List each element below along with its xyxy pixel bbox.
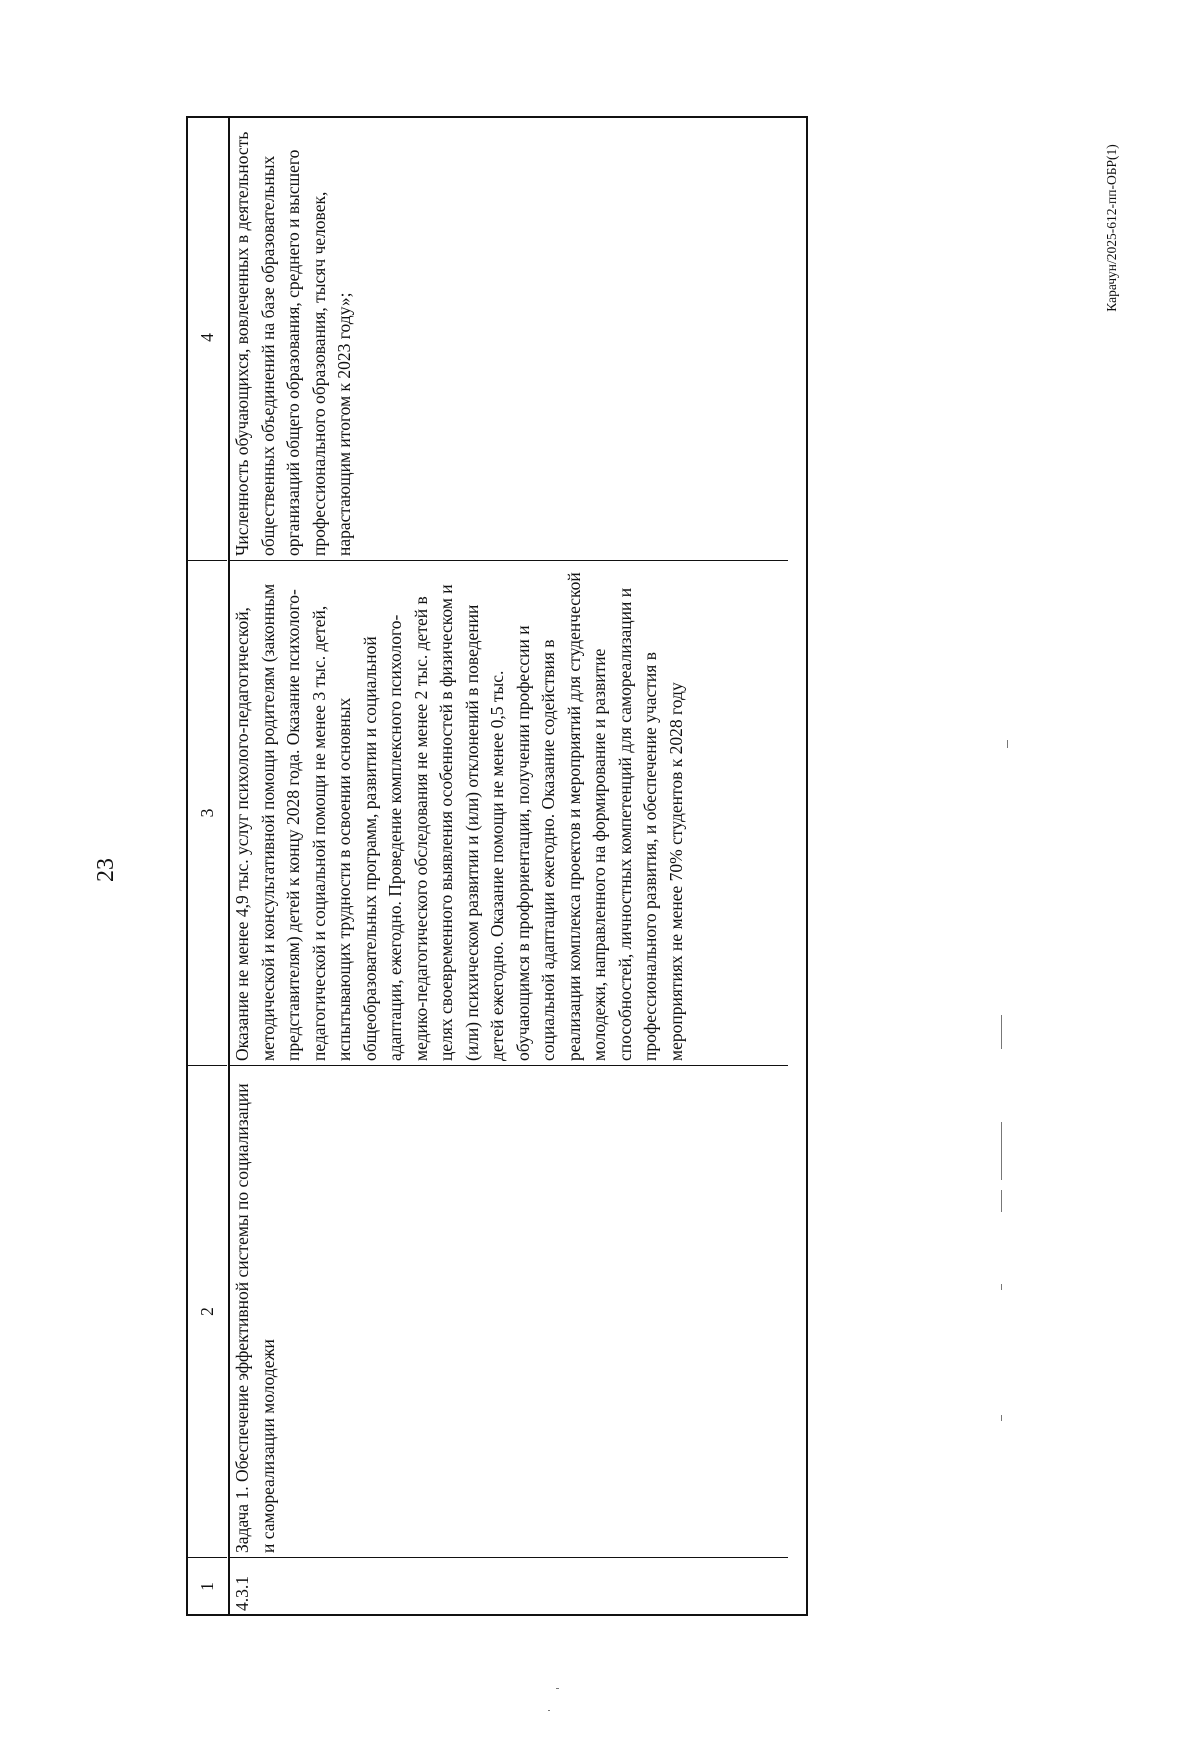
header-cell-2: 2 [187, 1065, 227, 1557]
table-header-row [187, 115, 227, 1615]
row-results: Оказание не менее 4,9 тыс. услуг психолого-педагогической, методической и консультативной помощи родителям (законным представителям) детей к концу 2028 года. Оказание психолого-педагогической и социальной помощи не менее 3 тыс. детей, испытывающих трудности в освоении основных общеобразовательных программ, развитии и социальной адаптации, ежегодно. Проведение комплексного психолого-медико-педагогического обследования не менее 2 тыс. детей в целях своевременного выявления особенностей в физическом и (или) психическом развитии и (или) отклонений в поведении детей ежегодно. Оказание помощи не менее 0,5 тыс. обучающимся в профориентации, получении профессии и социальной адаптации ежегодно. Оказание содействия в реализации комплекса проектов и мероприятий для студенческой молодежи, направленного на формирование и развитие способностей, личностных компетенций для самореализации и профессионального развития, и обеспечение участия в мероприятиях не менее 70% студентов к 2028 году [228, 560, 788, 1065]
row-code: 4.3.1 [228, 1557, 788, 1615]
header-cell-3: 3 [187, 560, 227, 1065]
header-cell-1: 1 [187, 1557, 227, 1615]
page-number: 23 [93, 858, 119, 882]
row-task: Задача 1. Обеспечение эффективной системы по социализации и самореализации молодежи [228, 1065, 788, 1557]
row-indicator: Численность обучающихся, вовлеченных в деятельность общественных объединений на базе образовательных организаций общего образования, среднего и высшего профессионального образования, тысяч человек, нарастающим итогом к 2023 году»; [232, 131, 354, 556]
header-cell-4: 4 [197, 333, 217, 342]
table-row [228, 115, 788, 1615]
document-code: Карачун/2025-612-пп-ОБР(1) [1104, 144, 1119, 312]
